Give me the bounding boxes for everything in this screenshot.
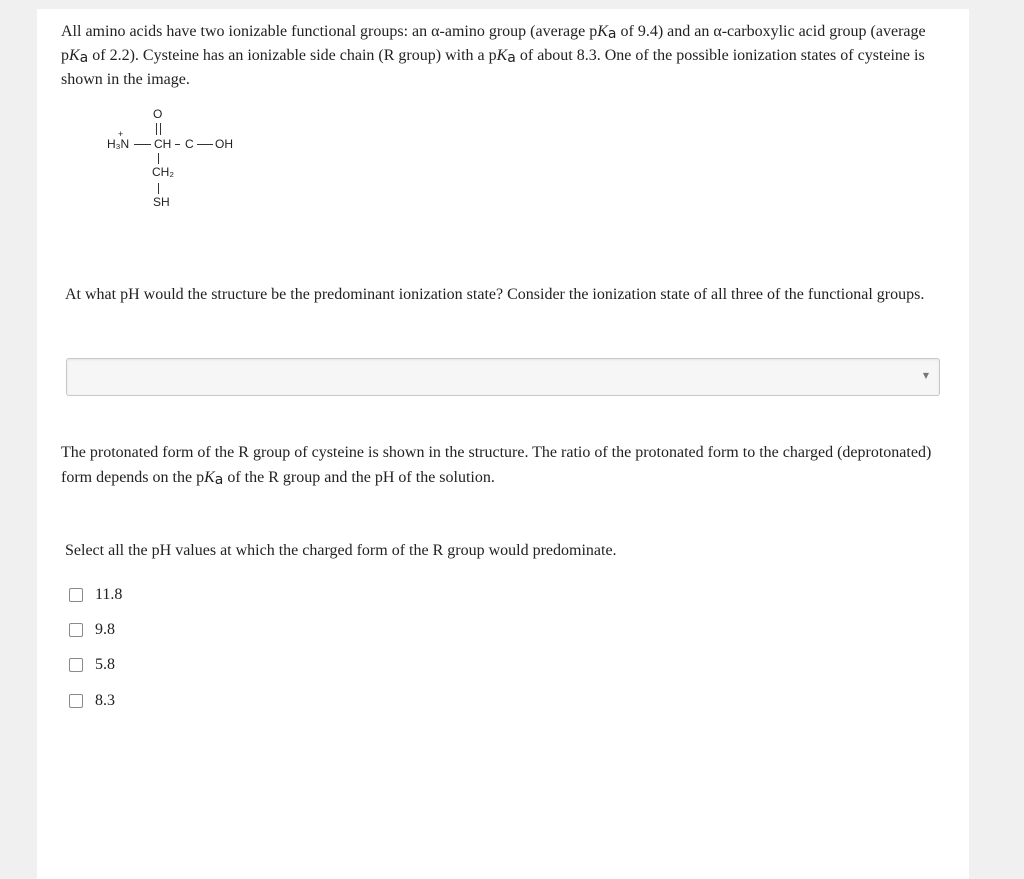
ph-answer-dropdown[interactable] [66,358,940,396]
option-9-8[interactable] [69,620,115,640]
option-5-8[interactable] [69,655,115,675]
intro-text-1: All amino acids have two ionizable functional groups: an α-amino group (average p [61,23,598,40]
ch2-label: CH₂ [152,165,174,179]
pka-k: K [204,469,215,486]
option-label: 5.8 [95,656,115,673]
checkbox[interactable] [69,623,83,637]
pka-a: a [507,50,516,66]
info-text-2: of the R group and the pH of the solution. [223,469,495,486]
intro-text-3: of 2.2). Cysteine has an ionizable side chain (R group) with a p [88,47,497,64]
bond-line [134,144,151,145]
bond-line [197,144,213,145]
c-label: C [185,137,194,151]
option-label: 9.8 [95,621,115,638]
question-1: At what pH would the structure be the predominant ionization state? Consider the ionization state of all three of the functional groups. [65,286,925,303]
bond-line [158,183,159,194]
checkbox[interactable] [69,588,83,602]
question-2: Select all the pH values at which the charged form of the R group would predominate. [65,542,617,559]
info-paragraph [61,440,951,491]
checkbox[interactable] [69,658,83,672]
h3n-label: H₃N [107,137,130,151]
sh-label: SH [153,195,170,209]
pka-k: K [597,23,608,40]
ch-label: CH [154,137,172,151]
oh-label: OH [215,137,233,151]
option-label: 8.3 [95,692,115,709]
bond-line [175,144,180,145]
pka-a: a [214,472,224,488]
option-11-8[interactable] [69,585,122,605]
option-8-3[interactable] [69,691,115,711]
intro-text-2: of 9.4) and an α-carboxylic acid group (average p [61,23,926,64]
pka-k: K [69,47,80,64]
plus-charge: + [118,129,124,139]
checkbox[interactable] [69,694,83,708]
cysteine-structure [97,107,297,225]
double-bond-line [160,123,161,135]
chevron-down-icon: ▼ [922,371,929,380]
pka-k: K [496,47,508,64]
question-page [37,9,969,879]
oxygen-label: O [153,107,163,121]
info-text-1: The protonated form of the R group of cysteine is shown in the structure. The ratio of the protonated form to the charged (deprotonated) form depends on the p [61,444,932,486]
pka-a: a [79,50,89,66]
bond-line [158,153,159,164]
double-bond-line [156,123,157,135]
intro-paragraph [61,20,951,91]
intro-text-4: of about 8.3. One of the possible ionization states of cysteine is shown in the image. [61,47,925,88]
pka-a: a [607,26,617,42]
option-label: 11.8 [95,586,123,603]
